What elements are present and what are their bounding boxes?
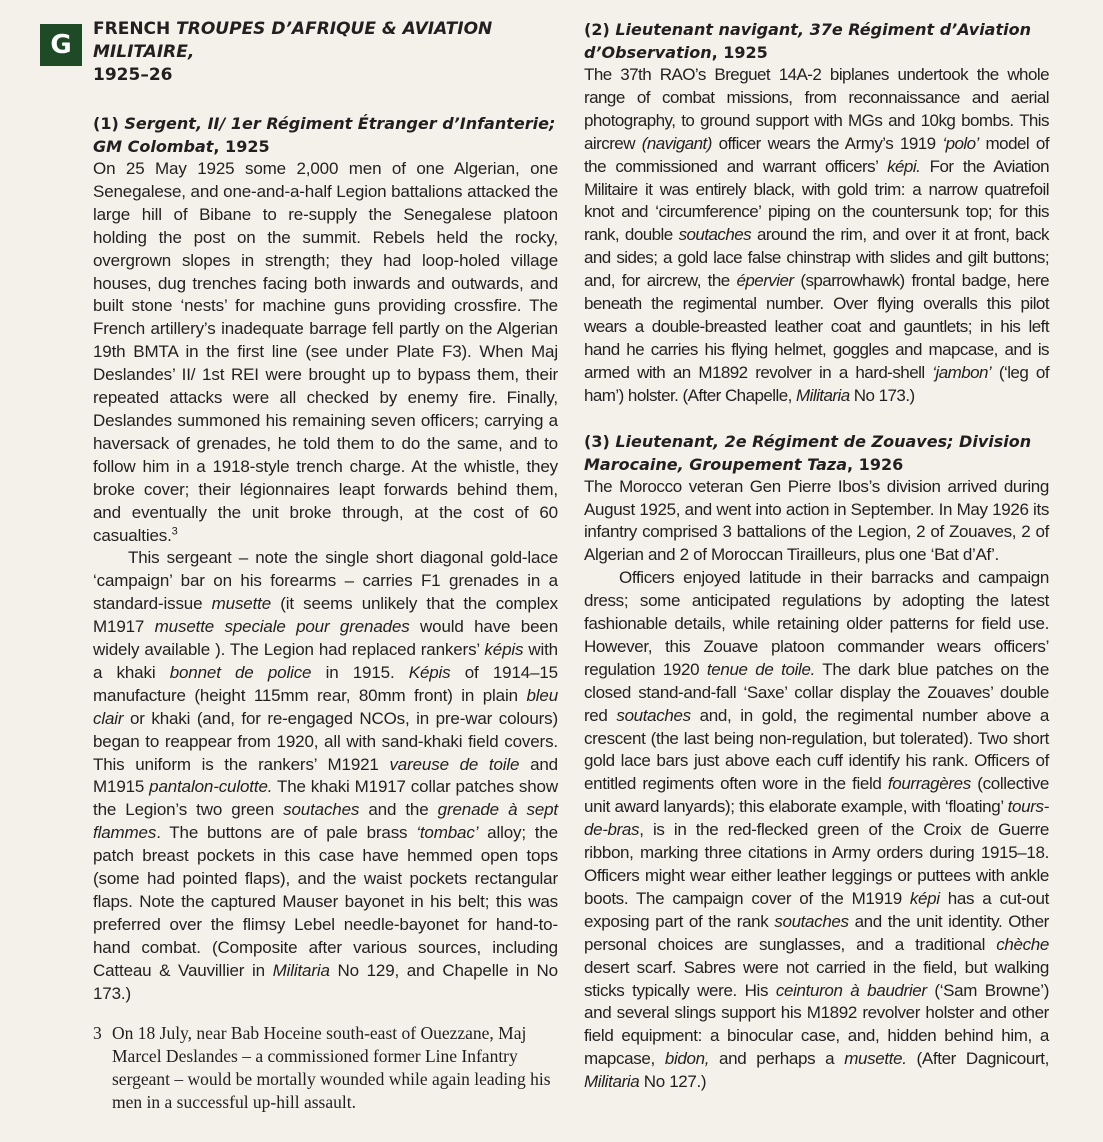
text-run: or khaki (and, for re-engaged NCOs, in pre-war colours) began to reappear from 1920, all with sand-khaki field covers. This uniform is the rankers’ M1921: [93, 708, 558, 774]
caption-1-paragraph-2: [93, 547, 558, 1005]
text-run-italic: képis: [484, 640, 524, 660]
text-run-italic: Militaria: [272, 960, 330, 980]
caption-2-year: , 1925: [711, 43, 768, 62]
text-run-italic: Képis: [408, 662, 451, 682]
text-run: For the Aviation Militaire it was entirely black, with gold trim: a narrow quatrefoil knot and ‘circumference’ piping on the countersunk top; for this rank, double: [584, 156, 1049, 245]
caption-3-title: Lieutenant, 2e Régiment de Zouaves; Division Marocaine, Groupement Taza: [584, 431, 1032, 474]
text-run: No 129, and Chapelle in No 173.): [93, 960, 558, 1003]
text-run-italic: musette speciale pour grenades: [154, 617, 410, 637]
caption-1-title: Sergent, II/ 1er Régiment Étranger d’Infanterie; GM Colombat: [93, 114, 556, 156]
text-run-italic: vareuse de toile: [389, 754, 520, 774]
text-run: This sergeant – note the single short diagonal gold-lace ‘campaign’ bar on his forearms – carries F1 grenades in a standard-issue: [93, 548, 558, 614]
text-run-italic: soutaches: [616, 705, 691, 725]
text-run-italic: tours-de-bras: [584, 797, 1049, 840]
text-run: No 173.): [849, 385, 915, 405]
text-run-italic: ‘jambon’: [932, 362, 992, 382]
text-run-italic: képi.: [887, 156, 921, 176]
caption-1-heading: [93, 112, 558, 158]
text-run: Officers enjoyed latitude in their barracks and campaign dress; some anticipated regulations by adopting the latest fashionable details, while retaining older patterns for field use. However, this Zouave platoon commander wears officers’ regulation 1920: [584, 568, 1049, 679]
text-run: and the unit identity. Other personal choices are sunglasses, and a traditional: [584, 911, 1049, 954]
text-run: of 1914–15 manufacture (height 115mm rear, 80mm front) in plain: [93, 662, 558, 705]
text-run-italic: chèche: [996, 934, 1049, 954]
text-run-italic: képi: [909, 888, 940, 908]
text-run-italic: ‘tombac’: [416, 823, 479, 843]
text-run: and the: [359, 800, 438, 820]
caption-1-number: (1): [93, 114, 125, 133]
text-run: The khaki M1917 collar patches show the Legion’s two green: [93, 777, 558, 820]
text-run: No 127.): [639, 1072, 707, 1092]
text-run: . The buttons are of pale brass: [156, 823, 417, 843]
text-run-italic: tenue de toile.: [706, 659, 815, 679]
text-run: and, in gold, the regimental number above a crescent (the last being non-regulation, but tolerated). Two short gold lace bars just above each cuff identify his rank. Officers of entitled regiments often wore in the field: [584, 705, 1049, 794]
text-run-italic: soutaches: [283, 800, 360, 820]
text-run: alloy; the patch breast pockets in this case have hemmed open tops (some had pointed flaps), and the waist pockets rectangular flaps. Note the captured Mauser bayonet in his belt; this was preferred over the flimsy Lebel needle-bayonet for hand-to-hand combat. (Composite after various sources, including Catteau & Vauvillier in: [93, 823, 558, 980]
caption-1-paragraph-1: [93, 158, 558, 547]
text-run: model of the commissioned and warrant officers’: [584, 133, 1049, 176]
text-run: (‘Sam Browne’) and several slings support his M1892 revolver holster and other field equipment: a binocular case, and, hidden behind him, a mapcase,: [584, 980, 1049, 1069]
caption-3-paragraph-2: [584, 567, 1049, 1094]
text-run: in 1915.: [311, 662, 409, 682]
text-run-italic: fourragères: [887, 774, 971, 794]
plate-letter-badge: [40, 24, 82, 66]
text-run: around the rim, and over it at front, back and sides; a gold lace false chinstrap with slides and gilt buttons; and, for aircrew, the: [584, 225, 1049, 291]
footnote-number: 3: [93, 1023, 102, 1043]
plate-title-italic: TROUPES D’AFRIQUE & AVIATION MILITAIRE,: [93, 19, 493, 62]
text-run: desert scarf. Sabres were not carried in the field, but walking sticks typically were. His: [584, 957, 1049, 1000]
caption-3-number: (3): [584, 431, 616, 451]
text-run: The Morocco veteran Gen Pierre Ibos’s division arrived during August 1925, and went into action in September. In May 1926 its infantry comprised 3 battalions of the Legion, 2 of Zouaves, 2 of Algerian and 2 of Moroccan Tirailleurs, plus one ‘Bat d’Af’.: [584, 476, 1049, 565]
text-run-italic: Militaria: [584, 1072, 640, 1092]
text-run-italic: bonnet de police: [169, 662, 312, 682]
plate-title-main: FRENCH: [93, 19, 177, 39]
text-run: The dark blue patches on the closed stand-and-fall ‘Saxe’ collar display the Zouaves’ double red: [584, 659, 1049, 725]
text-run-italic: pantalon-culotte.: [149, 777, 273, 797]
text-run-italic: soutaches: [774, 911, 849, 931]
text-run-italic: (navigant): [641, 133, 712, 153]
text-run-italic: grenade à sept flammes: [93, 800, 558, 843]
text-run: (After Dagnicourt,: [906, 1049, 1049, 1069]
text-run: would have been widely available ). The Legion had replaced rankers’: [93, 617, 558, 660]
text-run-italic: Militaria: [796, 385, 850, 405]
text-run: officer wears the Army’s 1919: [711, 133, 943, 153]
caption-2-paragraph-1: [584, 64, 1049, 408]
caption-1-p1-text: On 25 May 1925 some 2,000 men of one Algerian, one Senegalese, and one-and-a-half Legion battalions attacked the large hill of Bibane to re-supply the Senegalese platoon holding the post on the summit. Rebels held the rocky, overgrown slopes in strength; they had loop-holed village houses, dug trenches facing both inwards and outwards, and built stone ‘nests’ for machine guns providing crossfire. The French artillery’s inadequate barrage fell partly on the Algerian 19th BMTA in the first line (see under Plate F3). When Maj Deslandes’ II/ 1st REI were brought up to bypass them, their repeated attacks were all checked by enemy fire. Finally, Deslandes summoned his remaining seven officers; carrying a haversack of grenades, he told them to do the same, and to follow him in a 1918-style trench charge. At the whistle, they broke cover; their légionnaires leapt forwards behind them, and eventually the unit broke through, at the cost of 60 casualties.: [93, 159, 558, 545]
text-run: has a cut-out exposing part of the rank: [584, 888, 1050, 931]
plate-title-years: 1925–26: [93, 65, 173, 85]
text-run-italic: musette.: [844, 1049, 907, 1069]
text-run-italic: ceinturon à baudrier: [775, 980, 927, 1000]
text-run: and perhaps a: [709, 1049, 845, 1069]
caption-2-heading: [584, 18, 1049, 64]
text-run: The 37th RAO’s Breguet 14A-2 biplanes undertook the whole range of combat missions, from reconnaissance and aerial photography, to ground support with MGs and 10kg bombs. This aircrew: [584, 65, 1049, 153]
text-run-italic: épervier: [736, 271, 794, 291]
left-column: [93, 18, 558, 1006]
plate-title: [93, 18, 558, 87]
text-run-italic: bleu clair: [93, 685, 558, 728]
caption-3-year: , 1926: [847, 454, 904, 474]
footnote-reference: 3: [171, 524, 178, 537]
text-run: (it seems unlikely that the complex M1917: [93, 594, 559, 637]
text-run-italic: ‘polo’: [942, 133, 979, 153]
caption-2-title: Lieutenant navigant, 37e Régiment d’Aviation d’Observation: [584, 20, 1031, 62]
right-column: [584, 18, 1049, 1094]
text-run: (‘leg of ham’) holster. (After Chapelle,: [584, 362, 1049, 405]
footnote-text: On 18 July, near Bab Hoceine south-east of Ouezzane, Maj Marcel Deslandes – a commissioned former Line Infantry sergeant – would be mortally wounded while again leading his men in a successful up-hill assault.: [112, 1023, 551, 1112]
footnote: [93, 1022, 563, 1114]
caption-3-heading: [584, 430, 1049, 476]
text-run: , is in the red-flecked green of the Croix de Guerre ribbon, marking three citations in Army orders during 1915–18. Officers might wear either leather leggings or puttees with ankle boots. The campaign cover of the M1919: [584, 820, 1049, 908]
caption-3-paragraph-1: [584, 476, 1049, 568]
text-run: with a khaki: [93, 640, 558, 682]
text-run-italic: bidon,: [664, 1049, 710, 1069]
plate-letter: G: [50, 30, 72, 60]
caption-2-number: (2): [584, 20, 616, 39]
text-run: (collective unit award lanyards); this elaborate example, with ‘floating’: [584, 774, 1049, 817]
text-run-italic: musette: [211, 594, 272, 614]
text-run: and M1915: [93, 754, 558, 797]
caption-1-year: , 1925: [213, 137, 270, 156]
text-run-italic: soutaches: [678, 225, 752, 245]
text-run: (sparrowhawk) frontal badge, here beneath the regimental number. Over flying overalls this pilot wears a double-breasted leather coat and gauntlets; in his left hand he carries his flying helmet, goggles and mapcase, and is armed with an M1892 revolver in a hard-shell: [584, 271, 1050, 382]
spacer: [584, 408, 1049, 430]
